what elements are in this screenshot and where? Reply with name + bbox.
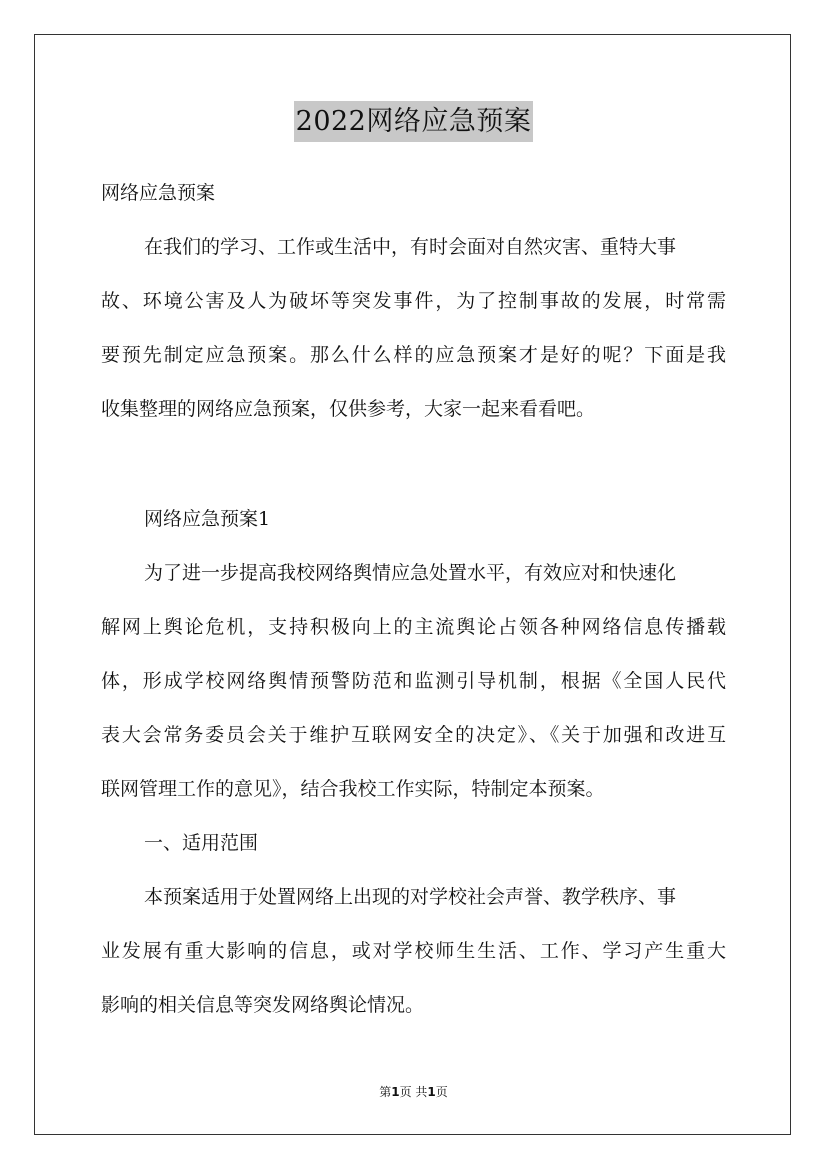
intro-line-1: 在我们的学习、工作或生活中，有时会面对自然灾害、重特大事 — [144, 236, 677, 258]
intro-line-2: 故、环境公害及人为破坏等突发事件，为了控制事故的发展，时常需 — [101, 290, 726, 312]
para1-line-2: 解网上舆论危机，支持积极向上的主流舆论占领各种网络信息传播载 — [101, 616, 726, 638]
para1-line-1: 为了进一步提高我校网络舆情应急处置水平，有效应对和快速化 — [144, 562, 677, 584]
intro-line-4: 收集整理的网络应急预案，仅供参考，大家一起来看看吧。 — [101, 398, 596, 420]
footer-mid: 页 共 — [399, 1085, 428, 1099]
footer-prefix: 第 — [379, 1085, 392, 1099]
footer-current-page: 1 — [391, 1085, 400, 1099]
footer-suffix: 页 — [435, 1085, 448, 1099]
heading-scope: 一、适用范围 — [144, 832, 259, 854]
para1-line-5: 联网管理工作的意见》，结合我校工作实际，特制定本预案。 — [101, 778, 605, 800]
section-title: 网络应急预案1 — [144, 508, 271, 530]
para2-line-2: 业发展有重大影响的信息，或对学校师生生活、工作、学习产生重大 — [101, 940, 726, 962]
document-title: 2022网络应急预案 — [294, 101, 534, 142]
para2-line-3: 影响的相关信息等突发网络舆论情况。 — [101, 994, 425, 1016]
title-container — [0, 101, 827, 142]
para2-line-1: 本预案适用于处置网络上出现的对学校社会声誉、教学秩序、事 — [144, 886, 677, 908]
document-subtitle: 网络应急预案 — [101, 182, 216, 204]
footer-total-pages: 1 — [427, 1085, 436, 1099]
intro-line-3: 要预先制定应急预案。那么什么样的应急预案才是好的呢？下面是我 — [101, 344, 726, 366]
para1-line-4: 表大会常务委员会关于维护互联网安全的决定》、《关于加强和改进互 — [101, 724, 726, 746]
para1-line-3: 体，形成学校网络舆情预警防范和监测引导机制，根据《全国人民代 — [101, 670, 726, 692]
page-footer — [0, 1083, 827, 1100]
